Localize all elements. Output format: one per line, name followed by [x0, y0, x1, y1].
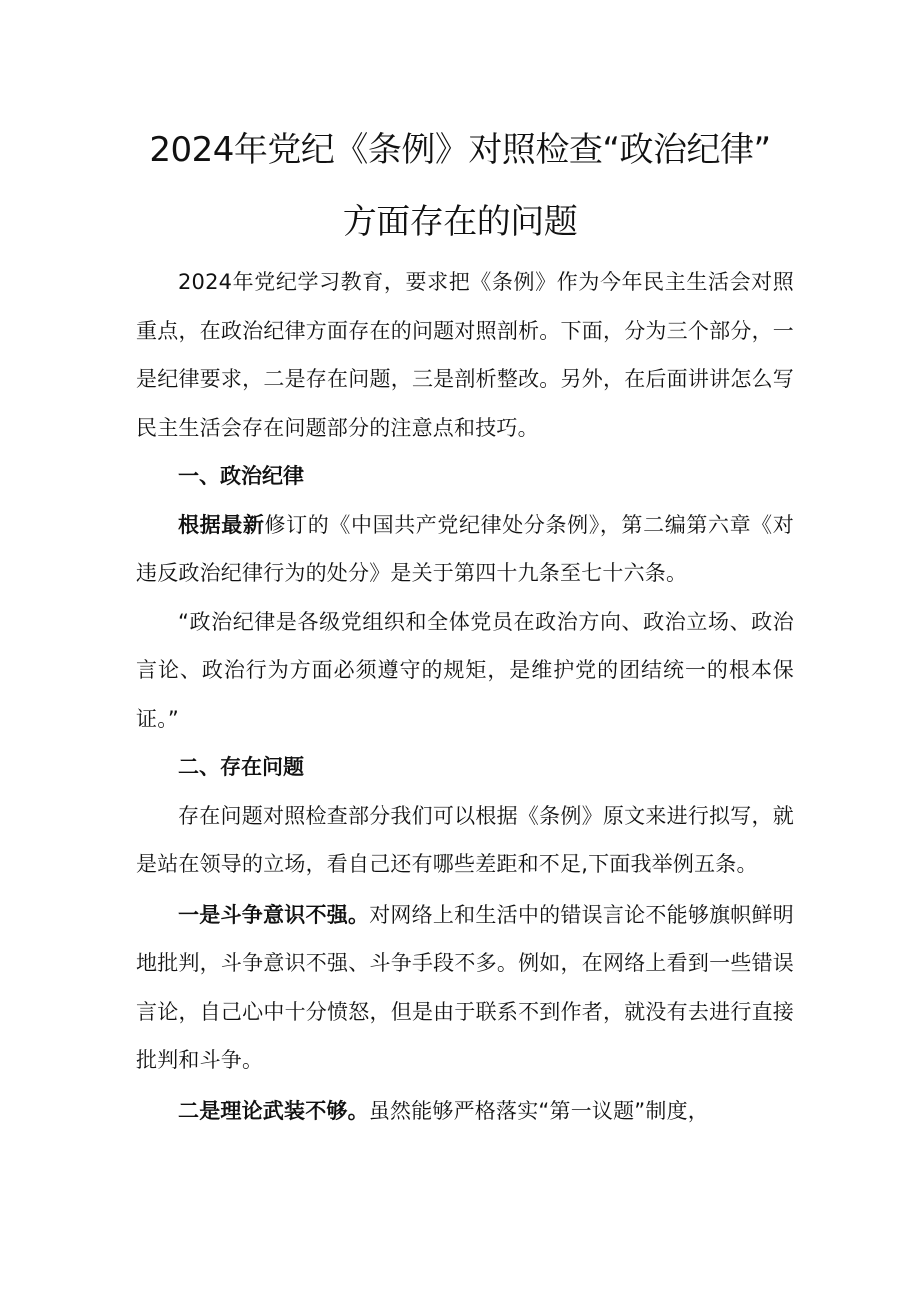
section1-paragraph1-lead: 根据最新: [178, 512, 265, 537]
problem-item-2-text: 虽然能够严格落实“第一议题”制度，: [368, 1098, 709, 1123]
section1-quote-paragraph: “政治纪律是各级党组织和全体党员在政治方向、政治立场、政治言论、政治行为方面必须遵守的规矩，是维护党的团结统一的根本保证。”: [136, 609, 794, 731]
section2-heading: 二、存在问题: [178, 755, 304, 779]
document-title-line2: 方面存在的问题: [342, 202, 578, 242]
section2-intro-paragraph: 存在问题对照检查部分我们可以根据《条例》原文来进行拟写，就是站在领导的立场，看自己还有哪些差距和不足,下面我举例五条。: [136, 803, 794, 876]
problem-item-1-lead: 一是斗争意识不强。: [178, 902, 370, 927]
document-title-line1: 2024年党纪《条例》对照检查“政治纪律”: [149, 130, 771, 170]
section1-heading: 一、政治纪律: [178, 464, 304, 488]
problem-item-1: [136, 891, 794, 1085]
intro-paragraph: 2024年党纪学习教育，要求把《条例》作为今年民主生活会对照重点，在政治纪律方面存在的问题对照剖析。下面，分为三个部分，一是纪律要求，二是存在问题，三是剖析整改。另外，在后面讲讲怎么写民主生活会存在问题部分的注意点和技巧。: [136, 270, 794, 440]
section1-paragraph1: [136, 501, 794, 598]
section1-paragraph1-text: 修订的《中国共产党纪律处分条例》，第二编第六章《对违反政治纪律行为的处分》是关于第四十九条至七十六条。: [136, 512, 794, 585]
problem-item-1-text: 对网络上和生活中的错误言论不能够旗帜鲜明地批判，斗争意识不强、斗争手段不多。例如，在网络上看到一些错误言论，自己心中十分愤怒，但是由于联系不到作者，就没有去进行直接批判和斗争。: [136, 902, 794, 1072]
problem-item-2: [136, 1087, 794, 1136]
document-body: [136, 258, 794, 1135]
problem-item-2-lead: 二是理论武装不够。: [178, 1098, 369, 1123]
